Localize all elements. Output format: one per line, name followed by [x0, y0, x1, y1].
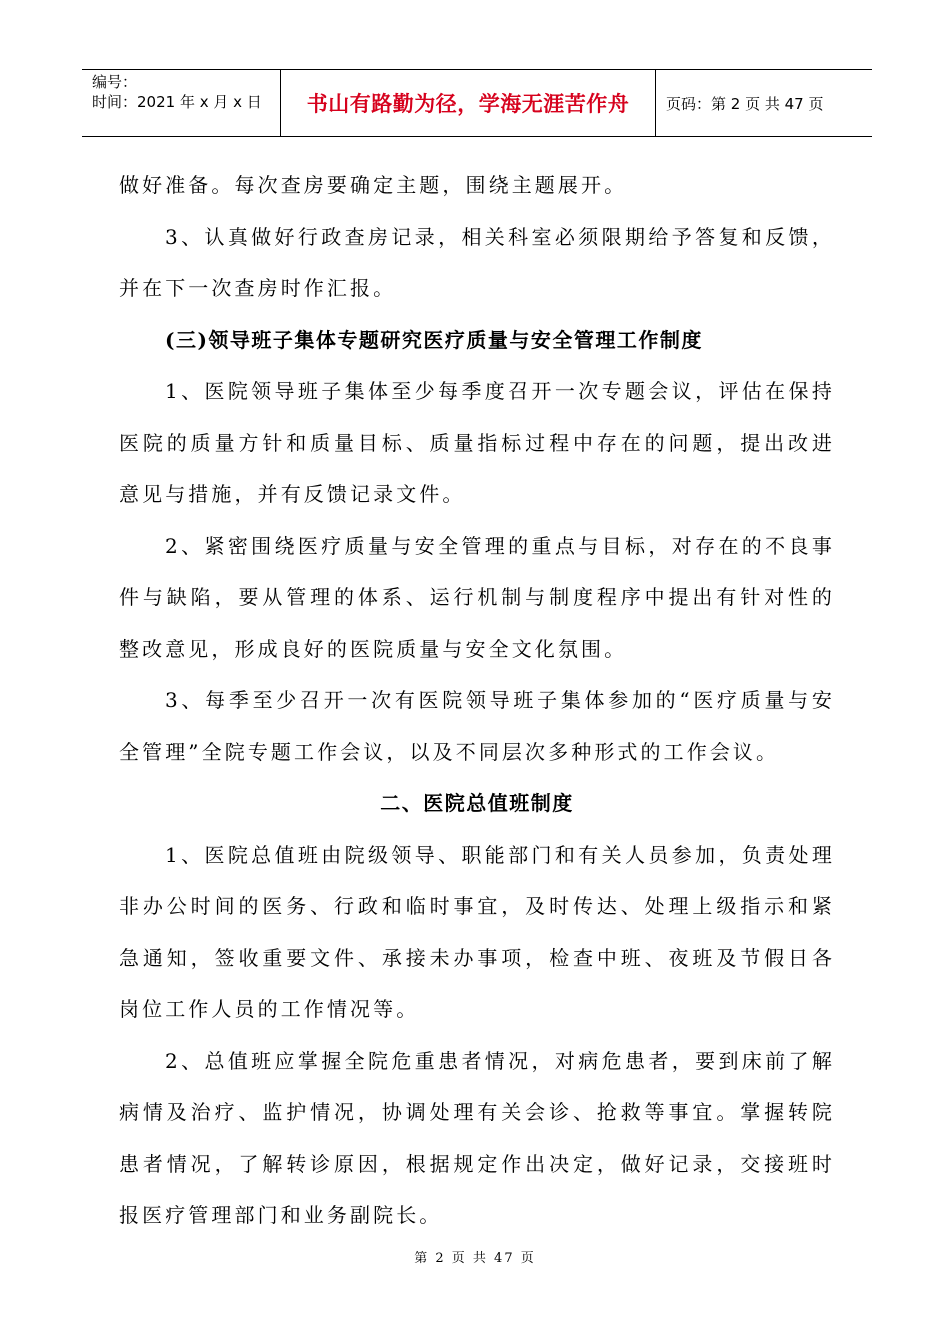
header-page-info: 页码：第 2 页 共 47 页 [666, 94, 824, 113]
paragraph: 3、每季至少召开一次有医院领导班子集体参加的“医疗质量与安全管理”全院专题工作会议，以及不同层次多种形式的工作会议。 [119, 688, 835, 764]
document-body [119, 160, 835, 1242]
paragraph: 2、紧密围绕医疗质量与安全管理的重点与目标，对存在的不良事件与缺陷，要从管理的体系、运行机制与制度程序中提出有针对性的整改意见，形成良好的医院质量与安全文化氛围。 [119, 533, 835, 661]
paragraph: 1、医院领导班子集体至少每季度召开一次专题会议，评估在保持医院的质量方针和质量目标、质量指标过程中存在的问题，提出改进意见与措施，并有反馈记录文件。 [119, 379, 835, 506]
paragraph: 做好准备。每次查房要确定主题，围绕主题展开。 [119, 173, 628, 197]
header-motto: 书山有路勤为径，学海无涯苦作舟 [281, 70, 656, 136]
document-number-label: 编号： [92, 73, 138, 91]
paragraph: 2、总值班应掌握全院危重患者情况，对病危患者，要到床前了解病情及治疗、监护情况，协调处理有关会诊、抢救等事宜。掌握转院患者情况，了解转诊原因，根据规定作出决定，做好记录，交接班时报医疗管理部门和业务副院长。 [119, 1048, 835, 1227]
chapter-title: 二、医院总值班制度 [380, 791, 574, 815]
paragraph: 1、医院总值班由院级领导、职能部门和有关人员参加，负责处理非办公时间的医务、行政和临时事宜，及时传达、处理上级指示和紧急通知，签收重要文件、承接未办事项，检查中班、夜班及节假日各岗位工作人员的工作情况等。 [119, 842, 835, 1021]
page-footer: 第 2 页 共 47 页 [414, 1251, 536, 1266]
document-time-label: 时间：2021 年 x 月 x 日 [92, 93, 262, 111]
section-title: (三)领导班子集体专题研究医疗质量与安全管理工作制度 [165, 327, 703, 352]
header-meta [82, 70, 281, 136]
document-header [82, 69, 872, 137]
paragraph: 3、认真做好行政查房记录，相关科室必须限期给予答复和反馈，并在下一次查房时作汇报。 [119, 224, 835, 300]
